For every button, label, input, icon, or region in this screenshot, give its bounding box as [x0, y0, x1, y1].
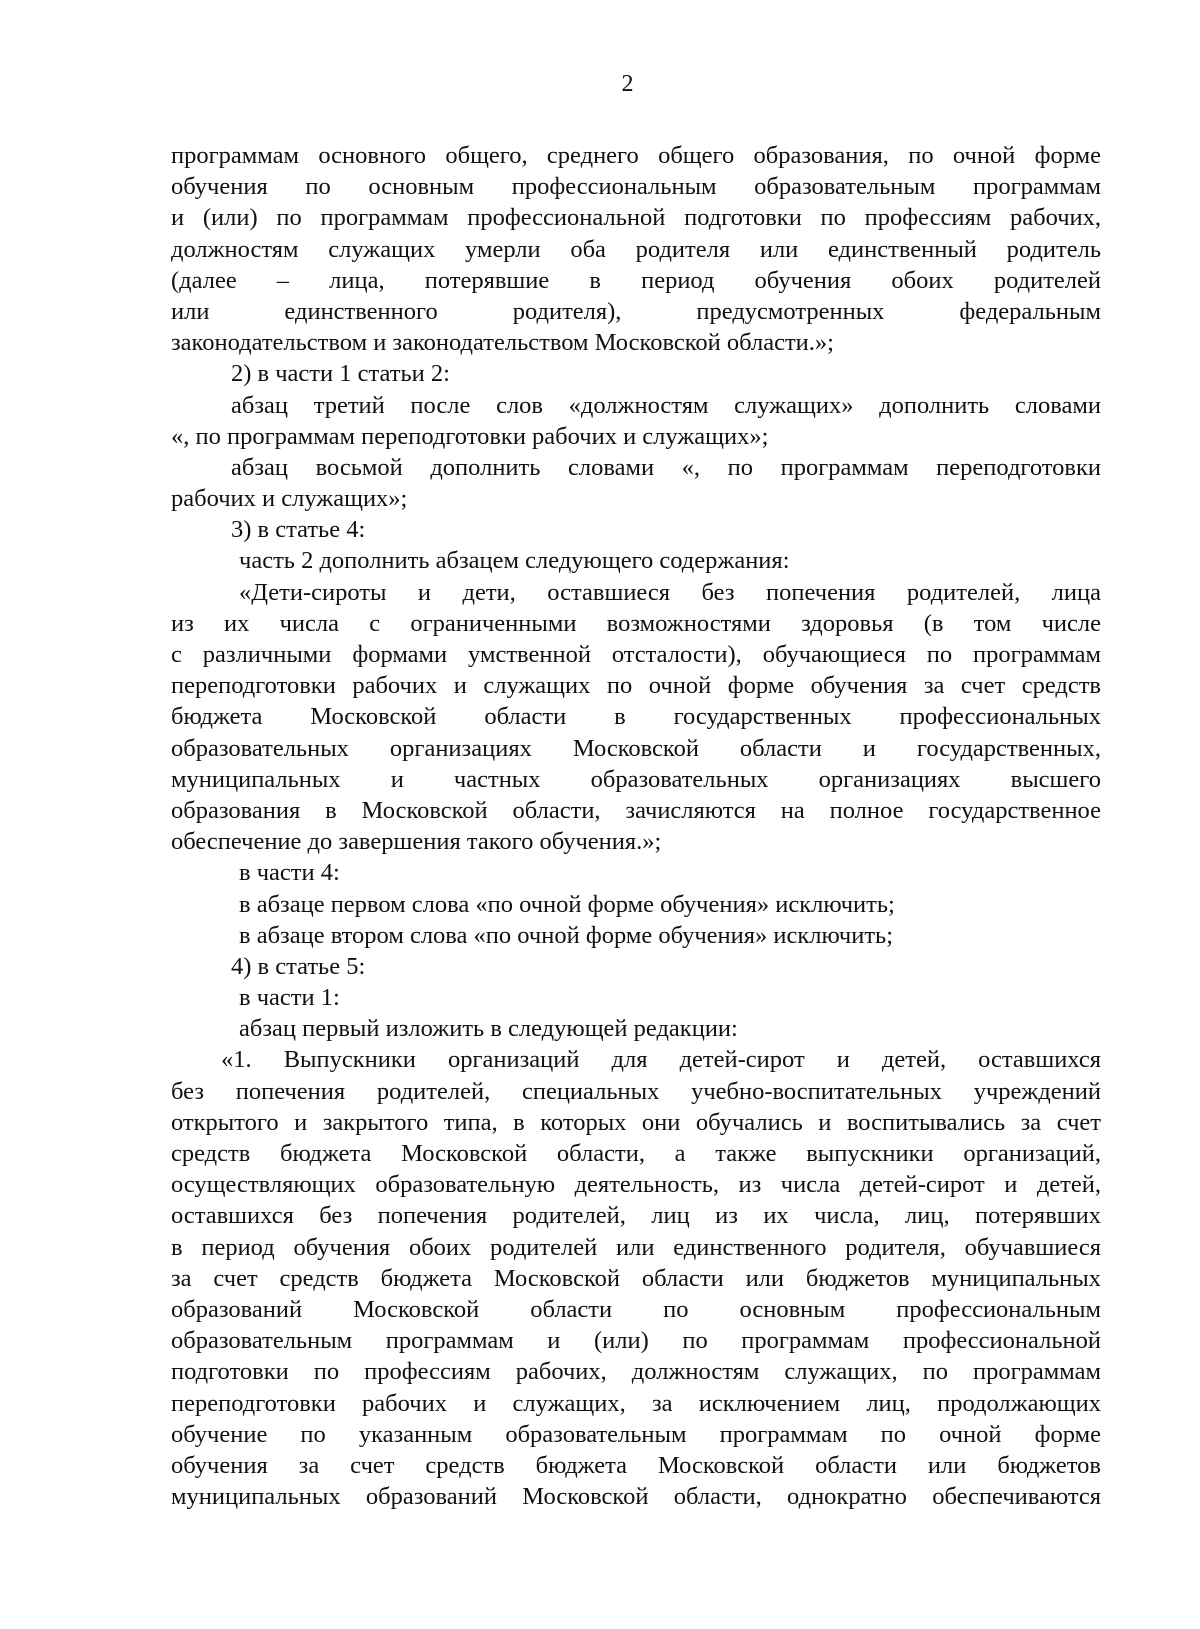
text-line: оставшихся без попечения родителей, лиц из их числа, лиц, потерявших — [171, 1202, 1101, 1230]
text-line: абзац первый изложить в следующей редакции: — [239, 1015, 738, 1043]
text-line: образовательным программам и (или) по программам профессиональной — [171, 1327, 1101, 1355]
text-line: в период обучения обоих родителей или единственного родителя, обучавшиеся — [171, 1233, 1101, 1261]
text-line: за счет средств бюджета Московской области или бюджетов муниципальных — [171, 1264, 1101, 1292]
text-line: и (или) по программам профессиональной подготовки по профессиям рабочих, — [171, 204, 1101, 232]
text-line: абзац третий после слов «должностям служащих» дополнить словами — [231, 391, 1101, 419]
text-line: переподготовки рабочих и служащих по очной форме обучения за счет средств — [171, 672, 1101, 700]
text-line: муниципальных образований Московской области, однократно обеспечиваются — [171, 1483, 1101, 1511]
text-line: бюджета Московской области в государственных профессиональных — [171, 703, 1101, 731]
text-line: 4) в статье 5: — [231, 952, 366, 980]
text-line: 2) в части 1 статьи 2: — [231, 360, 450, 388]
text-line: абзац восьмой дополнить словами «, по программам переподготовки — [231, 453, 1101, 481]
text-line: (далее – лица, потерявшие в период обучения обоих родителей — [171, 266, 1101, 294]
text-line: обучение по указанным образовательным программам по очной форме — [171, 1420, 1101, 1448]
text-line: или единственного родителя), предусмотренных федеральным — [171, 297, 1101, 325]
text-line: переподготовки рабочих и служащих, за исключением лиц, продолжающих — [171, 1389, 1101, 1417]
text-line: муниципальных и частных образовательных организациях высшего — [171, 765, 1101, 793]
text-line: «1. Выпускники организаций для детей-сирот и детей, оставшихся — [221, 1046, 1101, 1074]
text-line: с различными формами умственной отсталости), обучающиеся по программам — [171, 641, 1101, 668]
page-number: 2 — [621, 71, 634, 97]
text-line: без попечения родителей, специальных учебно-воспитательных учреждений — [171, 1077, 1101, 1105]
text-line: законодательством и законодательством Московской области.»; — [171, 329, 834, 357]
text-line: обучения по основным профессиональным образовательным программам — [171, 173, 1101, 201]
text-line: осуществляющих образовательную деятельность, из числа детей-сирот и детей, — [171, 1171, 1101, 1199]
text-line: образования в Московской области, зачисляются на полное государственное — [171, 796, 1101, 824]
text-line: средств бюджета Московской области, а также выпускники организаций, — [171, 1140, 1101, 1167]
text-line: открытого и закрытого типа, в которых они обучались и воспитывались за счет — [171, 1108, 1101, 1136]
text-line: должностям служащих умерли оба родителя или единственный родитель — [171, 235, 1101, 263]
document-body — [171, 140, 1101, 1512]
text-line: часть 2 дополнить абзацем следующего содержания: — [239, 547, 790, 575]
text-line: 3) в статье 4: — [231, 516, 366, 544]
text-line: рабочих и служащих»; — [171, 485, 408, 513]
text-line: «, по программам переподготовки рабочих и служащих»; — [171, 422, 769, 450]
text-line: в части 1: — [239, 984, 340, 1012]
text-line: программам основного общего, среднего общего образования, по очной форме — [171, 142, 1101, 169]
text-line: обучения за счет средств бюджета Московской области или бюджетов — [171, 1451, 1101, 1479]
text-line: в абзаце втором слова «по очной форме обучения» исключить; — [239, 921, 894, 949]
text-line: из их числа с ограниченными возможностями здоровья (в том числе — [171, 609, 1101, 637]
text-line: подготовки по профессиям рабочих, должностям служащих, по программам — [171, 1358, 1101, 1386]
text-line: образовательных организациях Московской области и государственных, — [171, 734, 1101, 762]
text-line: в части 4: — [239, 859, 340, 887]
text-line: в абзаце первом слова «по очной форме обучения» исключить; — [239, 890, 895, 918]
text-line: образований Московской области по основным профессиональным — [171, 1295, 1101, 1323]
text-line: обеспечение до завершения такого обучения.»; — [171, 828, 662, 856]
text-line: «Дети-сироты и дети, оставшиеся без попечения родителей, лица — [239, 578, 1101, 606]
